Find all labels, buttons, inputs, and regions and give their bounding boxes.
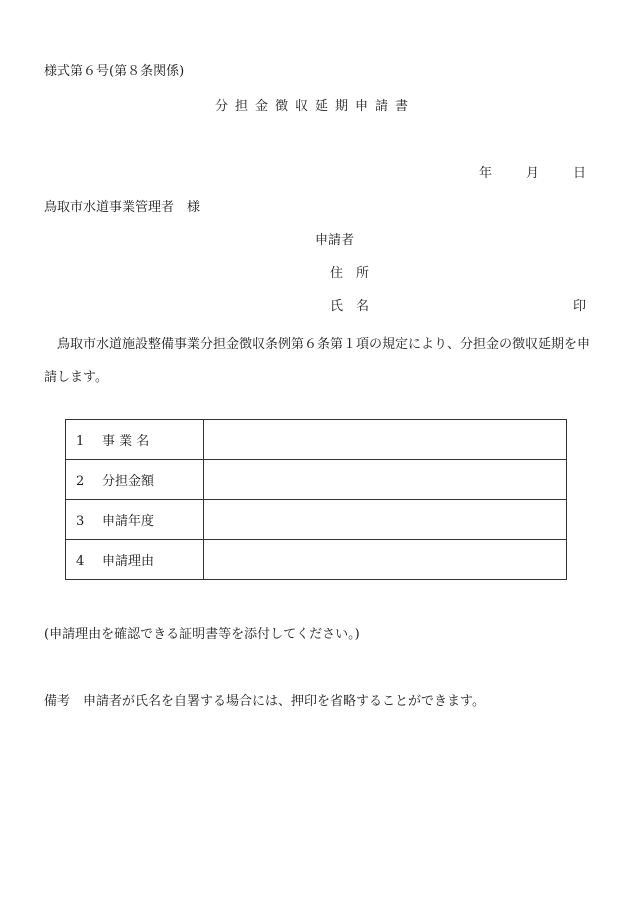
table-row — [66, 500, 567, 540]
date-year-label: 年 — [478, 166, 492, 181]
table-row — [66, 420, 567, 460]
address-label: 住 所 — [330, 266, 370, 281]
table-row — [66, 540, 567, 580]
row-number: 2 — [76, 474, 85, 489]
row-label: 分担金額 — [102, 474, 155, 489]
info-table — [65, 419, 567, 580]
date-day-label: 日 — [572, 166, 586, 181]
row-value-cell — [204, 420, 567, 460]
table-row — [66, 460, 567, 500]
row-label-cell — [66, 420, 204, 460]
row-label: 事 業 名 — [102, 434, 150, 449]
row-label: 申請理由 — [102, 554, 155, 569]
date-line — [479, 162, 586, 181]
seal-mark: 印 — [572, 299, 586, 314]
row-value-cell — [204, 500, 567, 540]
row-label-cell — [66, 460, 204, 500]
form-number: 様式第６号(第８条関係) — [44, 64, 185, 79]
addressee: 鳥取市水道事業管理者 様 — [44, 200, 201, 215]
row-label-cell — [66, 540, 204, 580]
document-title: 分担金徴収延期申請書 — [214, 99, 415, 114]
row-number: 1 — [76, 434, 85, 449]
row-value-cell — [204, 460, 567, 500]
date-month-label: 月 — [525, 166, 539, 181]
body-text: 鳥取市水道施設整備事業分担金徴収条例第６条第１項の規定により、分担金の徴収延期を申請します。 — [44, 337, 591, 385]
attachment-note: (申請理由を確認できる証明書等を添付してください。) — [44, 627, 360, 642]
row-label: 申請年度 — [102, 514, 155, 529]
row-number: 4 — [76, 554, 85, 569]
name-label: 氏 名 — [330, 299, 370, 314]
applicant-label: 申請者 — [315, 233, 355, 248]
row-value-cell — [204, 540, 567, 580]
row-number: 3 — [76, 514, 85, 529]
remark-note: 備考 申請者が氏名を自署する場合には、押印を省略することができます。 — [44, 694, 485, 709]
row-label-cell — [66, 500, 204, 540]
